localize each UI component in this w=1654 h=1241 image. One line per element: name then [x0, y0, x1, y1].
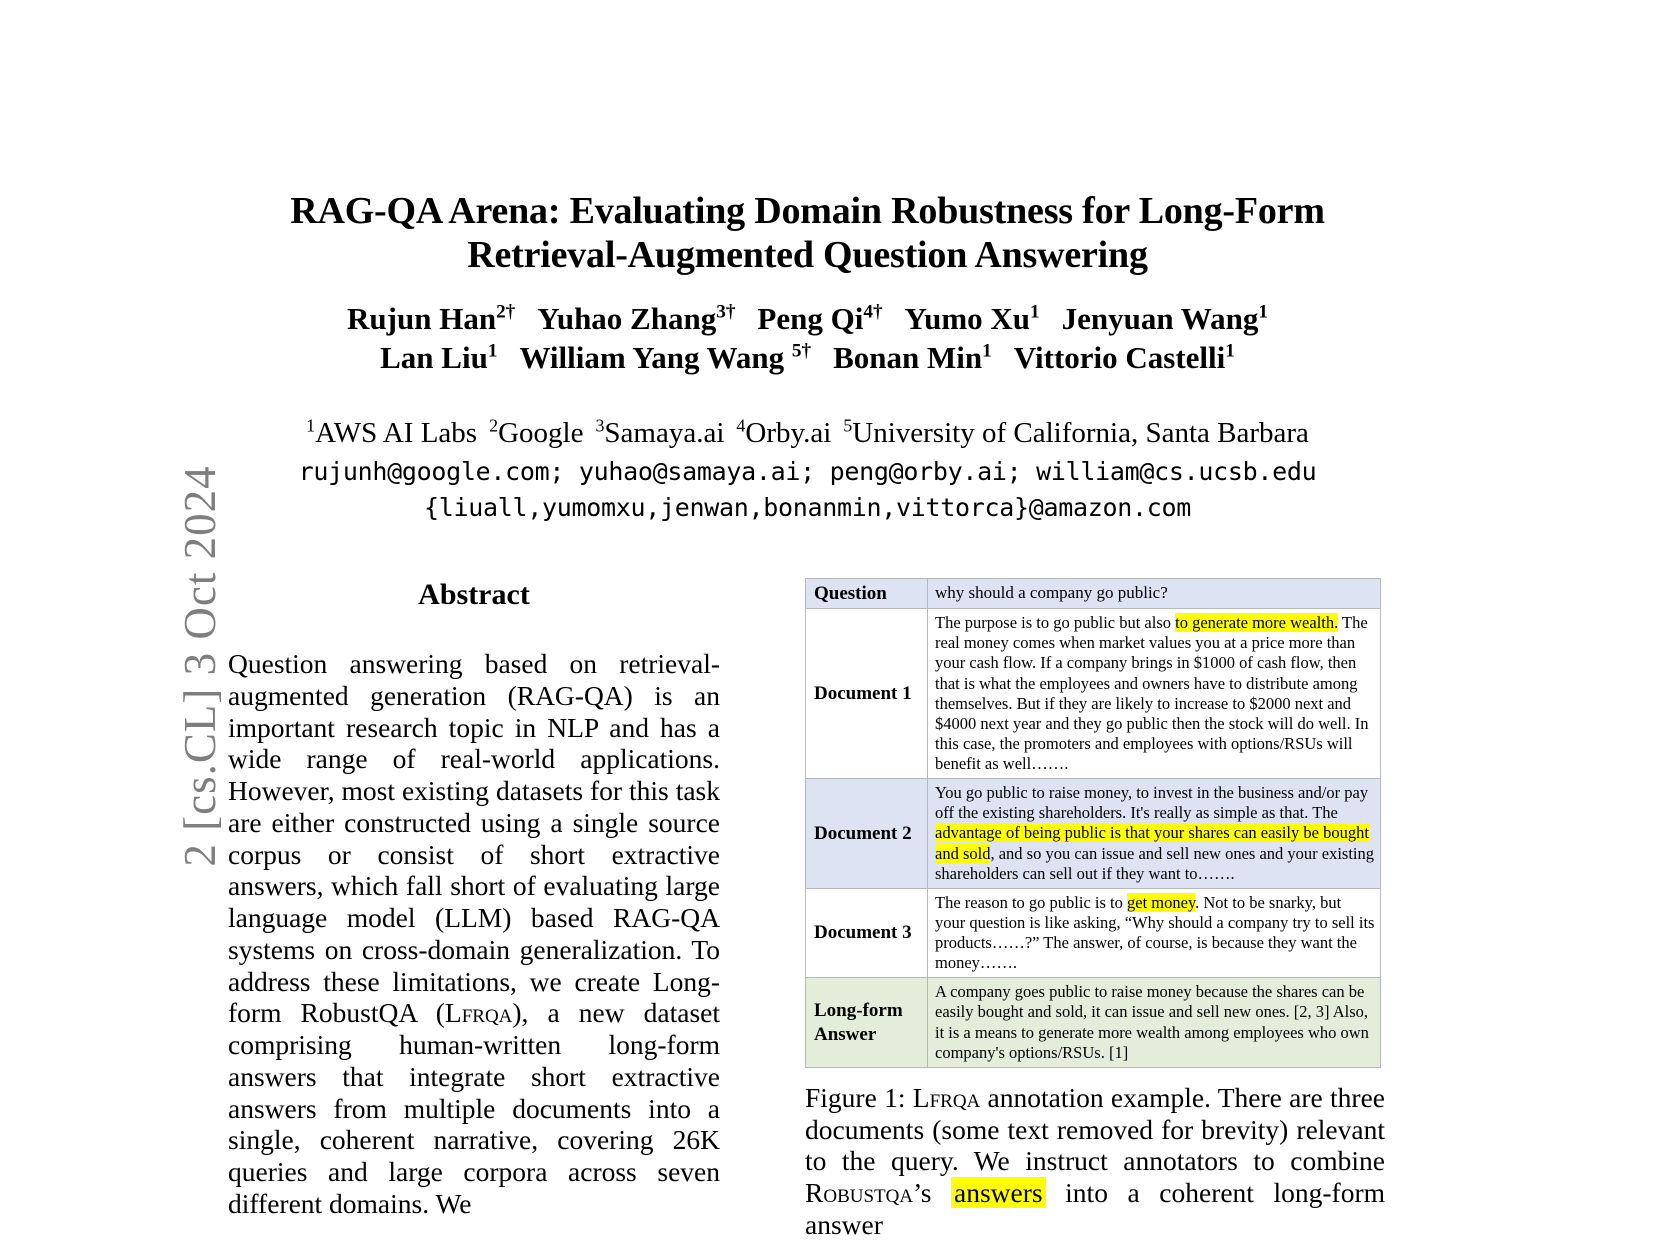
author-affiliation-marker: 4† [863, 301, 883, 323]
author-affiliation-marker: 1 [1258, 301, 1268, 323]
table-row-label: Document 2 [806, 779, 928, 889]
table-row-content: You go public to raise money, to invest in the business and/or pay off the existing shareholders. It's really as simple as that. The advantage of being public is that your shares can easily be bought and sold, and so you can issue and sell new ones and your existing shareholders can sell out if they want to……. [928, 779, 1381, 889]
table-row [806, 579, 1381, 609]
author-name: William Yang Wang $^{5\dagger}$ [519, 339, 812, 375]
title-line-2: Retrieval-Augmented Question Answering [467, 233, 1148, 276]
affiliation-marker: 1 [306, 415, 316, 436]
figure-1-caption: Figure 1: Lfrqa annotation example. There are three documents (some text removed for brevity) relevant to the query. We instruct annotators to combine Robustqa’s answers into a coherent long-form answer [805, 1081, 1386, 1240]
page-title [225, 190, 1390, 277]
affiliation-item: $^3$Samaya.ai [595, 415, 725, 449]
table-row [806, 609, 1381, 779]
email-line-1: rujunh@google.com; yuhao@samaya.ai; peng@orby.ai; william@cs.ucsb.edu [298, 457, 1317, 486]
affiliation-marker: 3 [595, 415, 605, 436]
affiliation-marker: 4 [736, 415, 746, 436]
title-line-1: RAG-QA Arena: Evaluating Domain Robustness for Long-Form [290, 190, 1325, 232]
table-row-label: Long-form Answer [806, 978, 928, 1068]
author-affiliation-marker: 1 [1225, 340, 1235, 362]
author-name: Vittorio Castelli$^1$ [1013, 339, 1235, 375]
author-affiliation-marker: 1 [1030, 301, 1040, 323]
caption-acronym-lfrqa: Lfrqa [912, 1081, 981, 1113]
abstract-acronym-lfrqa: Lfrqa [444, 997, 513, 1029]
author-name: Bonan Min$^1$ [833, 339, 992, 375]
table-row-label: Document 1 [806, 609, 928, 779]
author-line-2 [225, 339, 1390, 378]
abstract-body: Question answering based on retrieval-augmented generation (RAG-QA) is an important research topic in NLP and has a wide range of real-world applications. However, most existing datasets for this task are either constructed using a single source corpus or consist of short extractive answers, which fall short of evaluating large language model (LLM) based RAG-QA systems on cross-domain generalization. To address these limitations, we create Long-form RobustQA (Lfrqa), a new dataset comprising human-written long-form answers that integrate short extractive answers from multiple documents into a single, coherent narrative, covering 26K queries and large corpora across seven different domains. We [228, 648, 721, 1219]
table-row-content: why should a company go public? [928, 579, 1381, 609]
author-affiliation-marker: 5† [791, 340, 812, 362]
table-row-content: A company goes public to raise money because the shares can be easily bought and sold, it can issue and sell new ones. [2, 3] Also, it is a means to generate more wealth among employees who own company's options/RSUs. [1] [928, 978, 1381, 1068]
author-name: Lan Liu$^1$ [380, 339, 498, 375]
table-row-label: Document 3 [806, 888, 928, 978]
highlighted-text: to generate more wealth. [1175, 613, 1339, 633]
abstract-heading: Abstract [418, 578, 530, 611]
affiliation-item: $^4$Orby.ai [736, 415, 832, 449]
right-column [805, 578, 1385, 1241]
author-name: Jenyuan Wang$^1$ [1061, 301, 1268, 336]
table-row [806, 779, 1381, 889]
author-name: Yuhao Zhang$^{3\dagger}$ [537, 301, 736, 336]
affiliation-marker: 2 [489, 415, 499, 436]
author-affiliation-marker: 1 [487, 340, 498, 362]
affiliation-item: $^5$University of California, Santa Barbara [843, 415, 1309, 449]
table-row-label: Question [806, 579, 928, 609]
caption-highlighted-text: answers [951, 1177, 1046, 1208]
affiliation-marker: 5 [843, 415, 853, 436]
affiliation-item: $^2$Google [489, 415, 584, 449]
caption-acronym-robustqa: Robustqa [805, 1177, 914, 1209]
table-row-content: The reason to go public is to get money. Not to be snarky, but your question is like asking, “Why should a company try to sell its products……?” The answer, of course, is because they want the money……. [928, 888, 1381, 978]
email-line-2: {liuall,yumomxu,jenwan,bonanmin,vittorca}@amazon.com [423, 493, 1192, 522]
figure-1-table [805, 578, 1381, 1068]
highlighted-text: advantage of being public is that your shares can easily be bought and sold [935, 823, 1369, 863]
author-line-1 [225, 300, 1390, 339]
table-row [806, 978, 1381, 1068]
affiliation-list [200, 415, 1415, 452]
affiliation-line [200, 415, 1415, 452]
author-list [225, 300, 1390, 378]
author-affiliation-marker: 2† [496, 301, 516, 323]
author-name: Rujun Han$^{2\dagger}$ [347, 301, 516, 336]
highlighted-text: get money [1127, 892, 1196, 912]
author-affiliation-marker: 3† [716, 301, 736, 323]
table-row [806, 888, 1381, 978]
author-name: Yumo Xu$^1$ [904, 301, 1040, 336]
author-affiliation-marker: 1 [982, 340, 992, 362]
author-name: Peng $Qi^{4\dagger}$ [757, 301, 883, 336]
left-column [228, 578, 720, 1220]
table-row-content: The purpose is to go public but also to generate more wealth. The real money comes when market values you at a price more than your cash flow. If a company brings in $1000 of cash flow, then that is what the employees and owners have to distribute among themselves. But if they are likely to increase to $2000 next and $4000 next year and they go public then the stock will do well. In this case, the promoters and employees with options/RSUs will benefit as well……. [928, 609, 1381, 779]
arxiv-stamp: 2 [cs.CL] 3 Oct 2024 [175, 465, 225, 867]
affiliation-item: $^1$AWS AI Labs [306, 415, 478, 449]
